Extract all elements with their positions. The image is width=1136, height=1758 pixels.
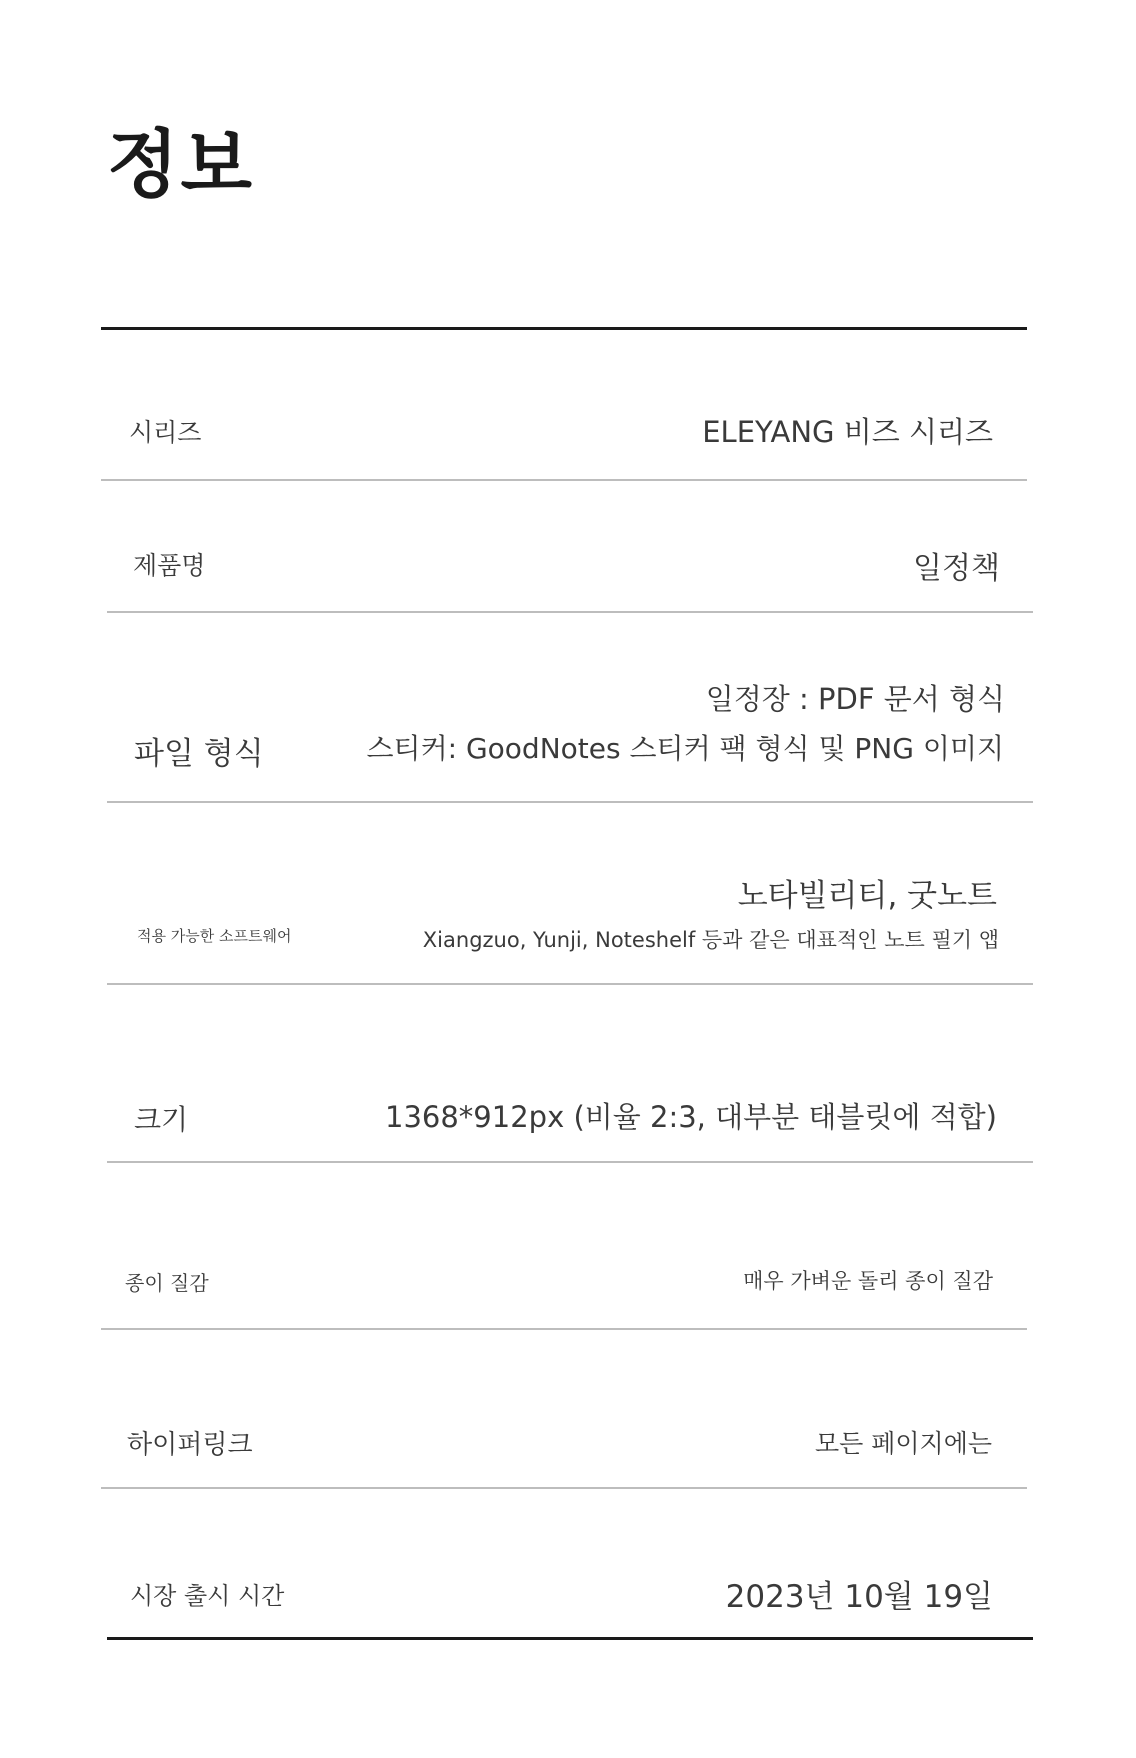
- hyperlink-label: 하이퍼링크: [127, 1430, 253, 1460]
- size-label: 크기: [134, 1103, 189, 1136]
- series-value: ELEYANG 비즈 시리즈: [702, 415, 993, 449]
- row-divider: [101, 1487, 1027, 1489]
- row-divider: [107, 983, 1033, 985]
- file-format-label: 파일 형식: [134, 736, 264, 772]
- compatible-software-value-line2: Xiangzuo, Yunji, Noteshelf 등과 같은 대표적인 노트 필기 앱: [422, 928, 999, 952]
- series-label: 시리즈: [129, 418, 202, 447]
- paper-texture-label: 종이 질감: [125, 1271, 209, 1295]
- compatible-software-label: 적용 가능한 소프트웨어: [137, 927, 292, 945]
- hyperlink-value: 모든 페이지에는: [815, 1429, 992, 1458]
- top-divider: [101, 327, 1027, 330]
- file-format-value-line2: 스티커: GoodNotes 스티커 팩 형식 및 PNG 이미지: [366, 732, 1004, 765]
- row-divider: [101, 479, 1027, 481]
- compatible-software-value-line1: 노타빌리티, 굿노트: [737, 878, 997, 914]
- file-format-value-line1: 일정장 : PDF 문서 형식: [705, 682, 1005, 716]
- product-name-label: 제품명: [133, 551, 206, 580]
- bottom-divider: [107, 1637, 1033, 1640]
- product-name-value: 일정책: [913, 551, 1000, 586]
- page-title: 정보: [107, 122, 254, 208]
- row-divider: [101, 1328, 1027, 1330]
- release-date-label: 시장 출시 시간: [130, 1582, 285, 1610]
- size-value: 1368*912px (비율 2:3, 대부분 태블릿에 적합): [385, 1100, 997, 1134]
- paper-texture-value: 매우 가벼운 돌리 종이 질감: [743, 1269, 993, 1293]
- release-date-value: 2023년 10월 19일: [725, 1579, 993, 1615]
- row-divider: [107, 801, 1033, 803]
- row-divider: [107, 611, 1033, 613]
- row-divider: [107, 1161, 1033, 1163]
